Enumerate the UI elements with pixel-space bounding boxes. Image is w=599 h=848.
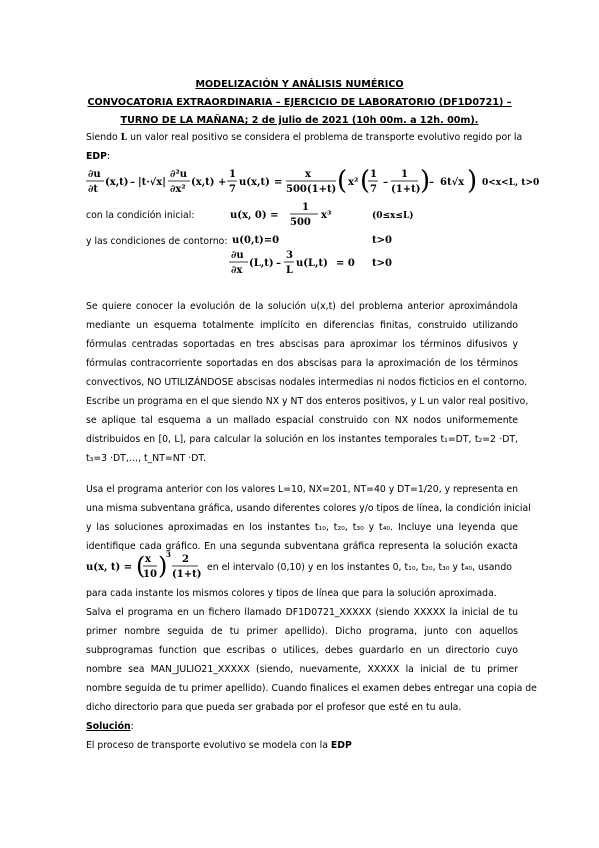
paragraph-1-line-5: convectivos, NO UTILIZÁNDOSE abscisas nodales intermedias ni nodos ficticios en el contorno. <box>86 377 528 388</box>
paragraph-1-line-4: fórmulas contracorriente soportadas en dos abscisas para la aproximación de los términos <box>86 358 518 369</box>
svg-text:u(L,t): u(L,t) <box>296 258 328 269</box>
paragraph-3-line-2: primer nombre seguida de tu primer apellido). Dicho programa, junto con aquellos <box>86 626 518 637</box>
bc2-coefficient: 3 <box>286 250 293 261</box>
svg-text:u(x,t): u(x,t) <box>239 177 270 188</box>
svg-text:7: 7 <box>370 184 377 195</box>
svg-text:(: ( <box>360 166 371 196</box>
intro-line-1: Siendo L un valor real positivo se considera el problema de transporte evolutivo regido por la <box>86 132 523 143</box>
svg-text:): ) <box>158 552 168 580</box>
paragraph-1-line-3: fórmulas centradas soportadas en tres abscisas para aproximar los términos difusivos y <box>86 339 518 350</box>
svg-text:10: 10 <box>143 569 157 580</box>
bc2-rhs: = 0 <box>336 258 355 269</box>
initial-lhs: u(x, 0) = <box>230 210 279 221</box>
paragraph-3-line-4: nombre sea MAN_JULIO21_XXXXX (siendo, nuevamente, XXXXX la inicial de tu primer <box>86 664 518 675</box>
svg-text:∂u: ∂u <box>231 250 244 261</box>
paragraph-2-line-2: una misma subventana gráfica, usando diferentes colores y/o tipos de línea, la condición inicial <box>86 503 531 514</box>
paragraph-1-line-8: distribuidos en [0, L], para calcular la solución en los instantes temporales t₁=DT, t₂=2 ·DT, <box>86 434 518 445</box>
boundary-condition-1: u(0,t)=0 <box>232 235 280 246</box>
svg-text:∂²u: ∂²u <box>170 169 187 180</box>
svg-text:–: – <box>429 177 434 188</box>
exact-solution-formula <box>86 551 206 585</box>
initial-condition-equation <box>230 200 460 230</box>
paragraph-1-line-9: t₃=3 ·DT,…, t_NT=NT ·DT. <box>86 453 206 464</box>
svg-text:–: – <box>130 177 135 188</box>
svg-text:1: 1 <box>370 169 377 180</box>
paragraph-1-line-1: Se quiere conocer la evolución de la solución u(x,t) del problema anterior aproximándola <box>86 301 518 312</box>
svg-text:(L,t): (L,t) <box>249 258 274 269</box>
paragraph-2-exact-tail: en el intervalo (0,10) y en los instantes 0, t₁₀, t₂₀, t₃₀ y t₄₀, usando <box>207 562 512 573</box>
solution-text: El proceso de transporte evolutivo se modela con la EDP <box>86 740 352 751</box>
svg-text:u(x, t) =: u(x, t) = <box>86 562 133 573</box>
svg-text:(: ( <box>337 166 348 196</box>
svg-text:): ) <box>420 166 431 196</box>
paragraph-1-line-6: Escribe un programa en el que siendo NX y NT dos enteros positivos, y L un valor real positivo, <box>86 396 529 407</box>
intro-line-2: EDP: <box>86 151 111 162</box>
exam-date: TURNO DE LA MAÑANA; 2 de julio de 2021 (10h 00m. a 12h. 00m). <box>120 115 479 126</box>
svg-text:1: 1 <box>401 169 408 180</box>
svg-text:x: x <box>305 169 311 180</box>
initial-condition-label: con la condición inicial: <box>86 210 195 221</box>
paragraph-2-line-4: identifique cada gráfico. En una segunda subventana gráfica representa la solución exacta <box>86 541 518 552</box>
bc2-domain: t>0 <box>372 258 392 269</box>
pde-coefficient: 500(1+t) <box>286 184 337 195</box>
svg-text:3: 3 <box>166 550 171 559</box>
paragraph-3-line-1: Salva el programa en un fichero llamado DF1D0721_XXXXX (siendo XXXXX la inicial de tu <box>86 607 518 618</box>
paragraph-1-line-2: mediante un esquema totalmente implícito en diferencias finitas, construido utilizando <box>86 320 518 331</box>
svg-text:x²: x² <box>348 177 359 188</box>
initial-power: x³ <box>321 210 332 221</box>
initial-denominator: 500 <box>290 217 311 228</box>
svg-text:(1+t): (1+t) <box>172 569 202 580</box>
svg-text:∂x²: ∂x² <box>170 184 186 195</box>
svg-text:(x,t): (x,t) <box>191 177 215 188</box>
svg-text:|t·√x|: |t·√x| <box>138 177 166 188</box>
paragraph-2-line-1: Usa el programa anterior con los valores L=10, NX=201, NT=40 y DT=1/20, y representa en <box>86 484 519 495</box>
pde-last-term: 6t√x <box>440 177 465 188</box>
boundary-condition-1-domain: t>0 <box>372 235 392 246</box>
svg-text:): ) <box>467 166 478 196</box>
svg-text:x: x <box>145 554 151 565</box>
svg-text:(x,t): (x,t) <box>105 177 129 188</box>
solution-heading: Solución: <box>86 721 134 732</box>
svg-text:–: – <box>276 258 281 269</box>
paragraph-3-line-5: nombre seguida de tu primer apellido). Cuando finalices el examen debes entregar una copia de <box>86 683 537 694</box>
pde-domain: 0<x<L, t>0 <box>482 178 540 188</box>
pde-one: 1 <box>229 169 236 180</box>
paragraph-3-line-6: dicho directorio para que pueda ser grabada por el profesor que esté en tu aula. <box>86 702 462 713</box>
svg-text:(: ( <box>136 552 146 580</box>
svg-text:+: + <box>218 177 227 188</box>
paragraph-2-last-line: para cada instante los mismos colores y tipos de línea que para la solución aproximada. <box>86 588 497 599</box>
paragraph-1-line-7: se aplique tal esquema a un mallado espacial construido con NX nodos uniformemente <box>86 415 518 426</box>
svg-text:–: – <box>383 177 388 188</box>
svg-text:∂x: ∂x <box>231 265 243 276</box>
svg-text:2: 2 <box>182 554 189 565</box>
boundary-condition-label: y las condiciones de contorno: <box>86 236 228 247</box>
exam-title: CONVOCATORIA EXTRAORDINARIA – EJERCICIO DE LABORATORIO (DF1D0721) – <box>87 97 512 108</box>
paragraph-2-line-3: y las soluciones aproximadas en los instantes t₁₀, t₂₀, t₃₀ y t₄₀. Incluye una leyenda que <box>86 522 518 533</box>
boundary-condition-2 <box>228 247 448 281</box>
svg-text:∂t: ∂t <box>88 184 98 195</box>
svg-text:L: L <box>286 265 294 276</box>
pde-seven: 7 <box>229 184 236 195</box>
pde-equation <box>86 165 540 205</box>
initial-domain: (0≤x≤L) <box>372 211 414 221</box>
paragraph-3-line-3: subprogramas function que escribas o utilices, debes guardarlo en un directorio cuyo <box>86 645 518 656</box>
svg-text:(1+t): (1+t) <box>391 184 421 195</box>
course-title: MODELIZACIÓN Y ANÁLISIS NUMÉRICO <box>195 79 404 90</box>
svg-text:∂u: ∂u <box>88 169 101 180</box>
svg-text:=: = <box>274 177 283 188</box>
svg-text:1: 1 <box>302 202 309 213</box>
